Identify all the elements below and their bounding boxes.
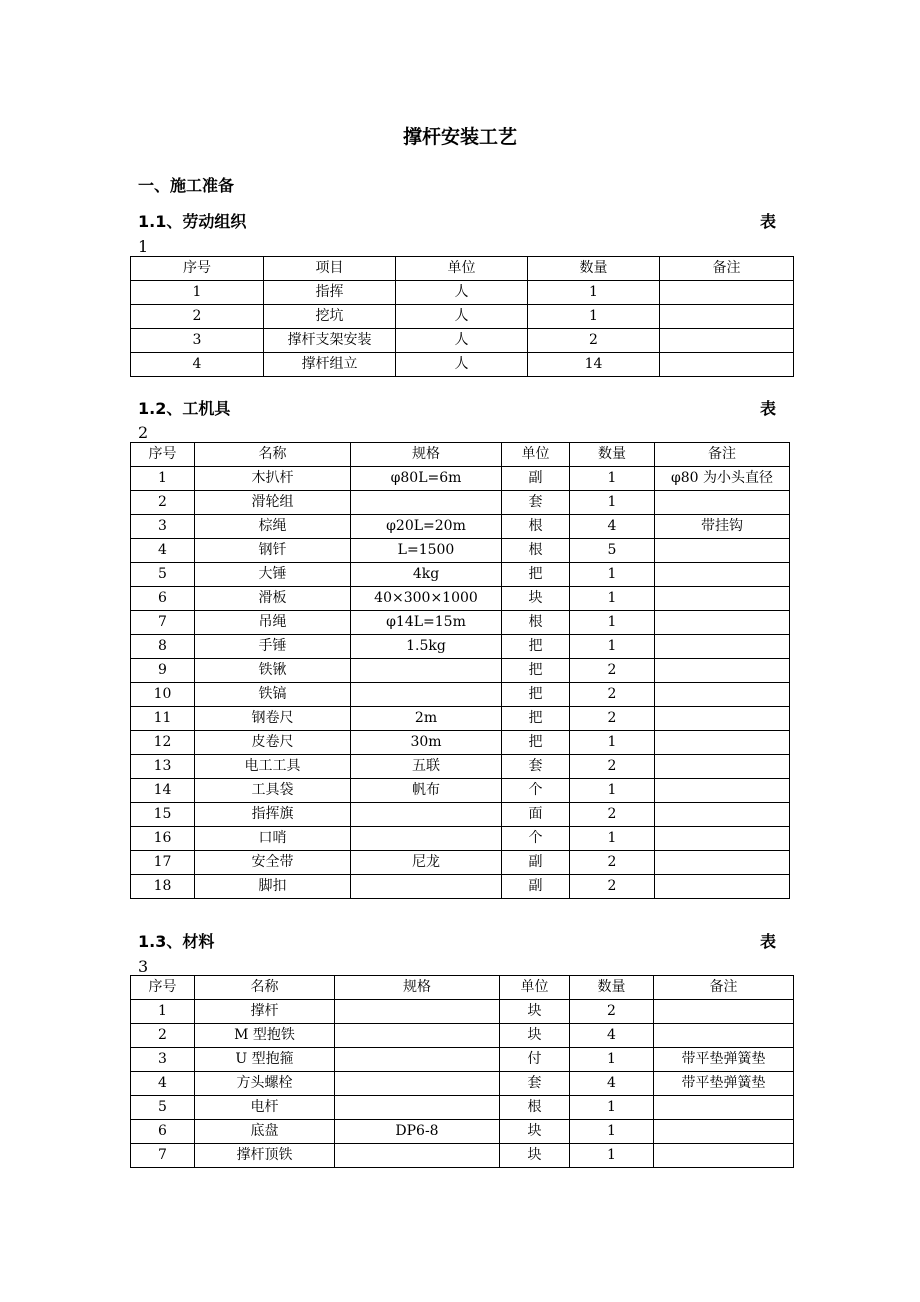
table-row (131, 707, 790, 731)
table-row (131, 827, 790, 851)
table-cell: 3 (131, 329, 264, 353)
table-cell: 8 (131, 635, 195, 659)
table-cell (654, 1096, 794, 1120)
table-cell: 电杆 (195, 1096, 335, 1120)
table-cell: 五联 (351, 755, 502, 779)
table-label: 表 (759, 399, 776, 418)
table-cell (351, 827, 502, 851)
table-cell (335, 1144, 500, 1168)
table-number: 2 (138, 423, 149, 442)
table-cell: 2 (570, 851, 655, 875)
table-cell: 2 (131, 1024, 195, 1048)
table-row (131, 515, 790, 539)
table-cell: 木扒杆 (195, 467, 351, 491)
header-cell: 备注 (654, 976, 794, 1000)
table-cell: 安全带 (195, 851, 351, 875)
table-cell: 套 (502, 491, 570, 515)
table-cell: DP6-8 (335, 1120, 500, 1144)
table-cell: 尼龙 (351, 851, 502, 875)
table-cell: 带平垫弹簧垫 (654, 1048, 794, 1072)
table-cell: 1 (570, 467, 655, 491)
header-cell: 单位 (502, 443, 570, 467)
table-cell: 5 (131, 563, 195, 587)
table-cell: 个 (502, 827, 570, 851)
table-row (131, 1024, 794, 1048)
table-cell (655, 635, 790, 659)
section-heading: 一、施工准备 (138, 176, 235, 195)
header-cell: 规格 (351, 443, 502, 467)
table-cell: 滑板 (195, 587, 351, 611)
table-row (131, 467, 790, 491)
table-cell: φ14L=15m (351, 611, 502, 635)
table-number: 3 (138, 957, 149, 976)
table-cell: 1 (570, 635, 655, 659)
table-cell: 2 (570, 875, 655, 899)
table-cell: 4kg (351, 563, 502, 587)
table-cell: 铁锹 (195, 659, 351, 683)
table-row (131, 329, 794, 353)
table-cell: 5 (131, 1096, 195, 1120)
table-cell: U 型抱箍 (195, 1048, 335, 1072)
table-cell: 16 (131, 827, 195, 851)
table-cell (654, 1024, 794, 1048)
table-cell: 吊绳 (195, 611, 351, 635)
table-row (131, 1072, 794, 1096)
table-cell: 电工工具 (195, 755, 351, 779)
table-cell (351, 491, 502, 515)
table-cell (351, 659, 502, 683)
table-cell: 手锤 (195, 635, 351, 659)
table-cell (654, 1120, 794, 1144)
table-cell: 指挥 (264, 281, 396, 305)
header-cell: 备注 (660, 257, 794, 281)
table-cell: 钢卷尺 (195, 707, 351, 731)
header-cell: 规格 (335, 976, 500, 1000)
table-cell (660, 281, 794, 305)
header-cell: 数量 (570, 976, 654, 1000)
table-cell: 底盘 (195, 1120, 335, 1144)
table-cell: 2 (570, 755, 655, 779)
table-cell (660, 305, 794, 329)
table-cell: 把 (502, 683, 570, 707)
table-cell: 把 (502, 563, 570, 587)
table-cell: 9 (131, 659, 195, 683)
table-cell: 1.5kg (351, 635, 502, 659)
table-cell: 把 (502, 659, 570, 683)
table-cell: 1 (131, 1000, 195, 1024)
subsection-tools (138, 396, 778, 419)
table-cell: 2 (570, 659, 655, 683)
table-cell: 1 (570, 563, 655, 587)
table-cell: 11 (131, 707, 195, 731)
table-cell: 带挂钩 (655, 515, 790, 539)
table-cell: 7 (131, 1144, 195, 1168)
table-cell: 13 (131, 755, 195, 779)
table-cell: 副 (502, 851, 570, 875)
table-cell: 4 (131, 1072, 195, 1096)
table-row (131, 683, 790, 707)
table-cell (655, 875, 790, 899)
table-cell: 18 (131, 875, 195, 899)
subsection-title: 1.2、工机具 (138, 399, 231, 418)
table-row (131, 281, 794, 305)
table-cell: 面 (502, 803, 570, 827)
header-cell: 备注 (655, 443, 790, 467)
table-cell: 个 (502, 779, 570, 803)
table-cell (655, 851, 790, 875)
table-cell: 6 (131, 587, 195, 611)
table-cell (655, 803, 790, 827)
table-cell: 2m (351, 707, 502, 731)
table-cell: 1 (570, 731, 655, 755)
table-row (131, 779, 790, 803)
table-cell: 把 (502, 635, 570, 659)
table-cell: 挖坑 (264, 305, 396, 329)
table-cell: L=1500 (351, 539, 502, 563)
table-cell: 17 (131, 851, 195, 875)
table-cell: 棕绳 (195, 515, 351, 539)
table-cell: 根 (502, 539, 570, 563)
subsection-labor (138, 209, 778, 232)
table-cell: 大锤 (195, 563, 351, 587)
header-cell: 序号 (131, 443, 195, 467)
subsection-title: 1.3、材料 (138, 932, 215, 951)
table-cell: 1 (570, 1096, 654, 1120)
table-cell: 口哨 (195, 827, 351, 851)
table-cell: 指挥旗 (195, 803, 351, 827)
table-cell (335, 1024, 500, 1048)
table-cell (335, 1096, 500, 1120)
table-cell: 付 (500, 1048, 570, 1072)
table-row (131, 731, 790, 755)
table-row (131, 563, 790, 587)
header-cell: 单位 (396, 257, 528, 281)
table-cell: 3 (131, 1048, 195, 1072)
table-cell: 1 (570, 611, 655, 635)
table-cell: 根 (502, 515, 570, 539)
table-cell: 3 (131, 515, 195, 539)
header-row (131, 257, 794, 281)
table-cell: φ80L=6m (351, 467, 502, 491)
table-cell (654, 1000, 794, 1024)
table-cell: 2 (131, 305, 264, 329)
table-cell: 铁镐 (195, 683, 351, 707)
table-cell (654, 1144, 794, 1168)
table-cell (351, 683, 502, 707)
table-cell: 块 (502, 587, 570, 611)
table-cell (335, 1072, 500, 1096)
table-cell: 皮卷尺 (195, 731, 351, 755)
table-row (131, 635, 790, 659)
table-cell: 根 (502, 611, 570, 635)
table-cell: 块 (500, 1000, 570, 1024)
labor-table (130, 256, 794, 377)
table-cell: 工具袋 (195, 779, 351, 803)
table-cell (655, 827, 790, 851)
table-row (131, 353, 794, 377)
table-cell: 12 (131, 731, 195, 755)
table-cell: 撑杆组立 (264, 353, 396, 377)
document-title: 撑杆安装工艺 (402, 126, 517, 148)
table-cell: 14 (131, 779, 195, 803)
table-cell: 1 (131, 281, 264, 305)
table-row (131, 1144, 794, 1168)
table-cell: 人 (396, 281, 528, 305)
table-row (131, 659, 790, 683)
table-label: 表 (759, 212, 776, 231)
table-number: 1 (138, 237, 149, 256)
table-cell: 2 (570, 803, 655, 827)
header-row (131, 976, 794, 1000)
table-cell: 块 (500, 1120, 570, 1144)
header-row (131, 443, 790, 467)
table-cell: 块 (500, 1144, 570, 1168)
table-cell: 1 (131, 467, 195, 491)
table-cell: M 型抱铁 (195, 1024, 335, 1048)
table-cell (655, 563, 790, 587)
table-cell: 1 (528, 305, 660, 329)
table-cell: 14 (528, 353, 660, 377)
table-row (131, 539, 790, 563)
header-cell: 单位 (500, 976, 570, 1000)
table-cell (655, 611, 790, 635)
table-cell (660, 329, 794, 353)
table-cell: 1 (570, 827, 655, 851)
table-cell: 1 (528, 281, 660, 305)
table-cell (335, 1000, 500, 1024)
table-cell: 人 (396, 329, 528, 353)
table-cell: 滑轮组 (195, 491, 351, 515)
table-cell (351, 803, 502, 827)
table-cell (655, 731, 790, 755)
table-cell (335, 1048, 500, 1072)
table-cell: 2 (570, 1000, 654, 1024)
table-cell: 2 (570, 707, 655, 731)
table-cell: 40×300×1000 (351, 587, 502, 611)
tools-table (130, 442, 790, 899)
table-cell: 撑杆支架安装 (264, 329, 396, 353)
table-row (131, 1096, 794, 1120)
table-row (131, 851, 790, 875)
table-cell: 4 (570, 1072, 654, 1096)
table-cell: 副 (502, 467, 570, 491)
table-row (131, 803, 790, 827)
table-cell: φ80 为小头直径 (655, 467, 790, 491)
header-cell: 数量 (528, 257, 660, 281)
subsection-materials (138, 929, 778, 952)
table-row (131, 1120, 794, 1144)
table-cell: 块 (500, 1024, 570, 1048)
header-cell: 名称 (195, 976, 335, 1000)
header-cell: 序号 (131, 257, 264, 281)
table-row (131, 1000, 794, 1024)
table-cell: 1 (570, 1120, 654, 1144)
table-cell (655, 683, 790, 707)
table-cell: 套 (500, 1072, 570, 1096)
table-cell: 5 (570, 539, 655, 563)
table-row (131, 1048, 794, 1072)
table-cell: 1 (570, 779, 655, 803)
table-cell: 7 (131, 611, 195, 635)
table-cell: 人 (396, 353, 528, 377)
table-cell (655, 779, 790, 803)
table-cell: 1 (570, 1048, 654, 1072)
header-cell: 名称 (195, 443, 351, 467)
table-cell: 脚扣 (195, 875, 351, 899)
table-cell: φ20L=20m (351, 515, 502, 539)
table-cell: 撑杆 (195, 1000, 335, 1024)
table-cell: 6 (131, 1120, 195, 1144)
table-cell: 10 (131, 683, 195, 707)
table-row (131, 755, 790, 779)
table-row (131, 491, 790, 515)
table-row (131, 875, 790, 899)
table-row (131, 305, 794, 329)
table-cell: 把 (502, 707, 570, 731)
table-cell: 2 (570, 683, 655, 707)
table-cell: 4 (131, 353, 264, 377)
table-row (131, 611, 790, 635)
table-cell: 1 (570, 491, 655, 515)
table-cell (660, 353, 794, 377)
table-cell: 副 (502, 875, 570, 899)
table-cell: 4 (131, 539, 195, 563)
table-cell: 套 (502, 755, 570, 779)
table-cell: 4 (570, 515, 655, 539)
table-cell: 15 (131, 803, 195, 827)
materials-table (130, 975, 794, 1168)
header-cell: 项目 (264, 257, 396, 281)
table-cell (655, 707, 790, 731)
table-cell (655, 659, 790, 683)
table-cell (655, 491, 790, 515)
table-cell: 1 (570, 1144, 654, 1168)
table-cell (655, 755, 790, 779)
table-cell: 方头螺栓 (195, 1072, 335, 1096)
table-cell (351, 875, 502, 899)
subsection-title: 1.1、劳动组织 (138, 212, 247, 231)
table-label: 表 (759, 932, 776, 951)
table-cell: 根 (500, 1096, 570, 1120)
table-cell: 30m (351, 731, 502, 755)
table-cell (655, 539, 790, 563)
table-cell: 帆布 (351, 779, 502, 803)
table-cell: 4 (570, 1024, 654, 1048)
table-cell: 钢钎 (195, 539, 351, 563)
table-cell: 人 (396, 305, 528, 329)
table-row (131, 587, 790, 611)
header-cell: 数量 (570, 443, 655, 467)
table-cell: 2 (528, 329, 660, 353)
table-cell: 1 (570, 587, 655, 611)
table-cell: 2 (131, 491, 195, 515)
table-cell: 把 (502, 731, 570, 755)
header-cell: 序号 (131, 976, 195, 1000)
table-cell: 带平垫弹簧垫 (654, 1072, 794, 1096)
table-cell (655, 587, 790, 611)
table-cell: 撑杆顶铁 (195, 1144, 335, 1168)
